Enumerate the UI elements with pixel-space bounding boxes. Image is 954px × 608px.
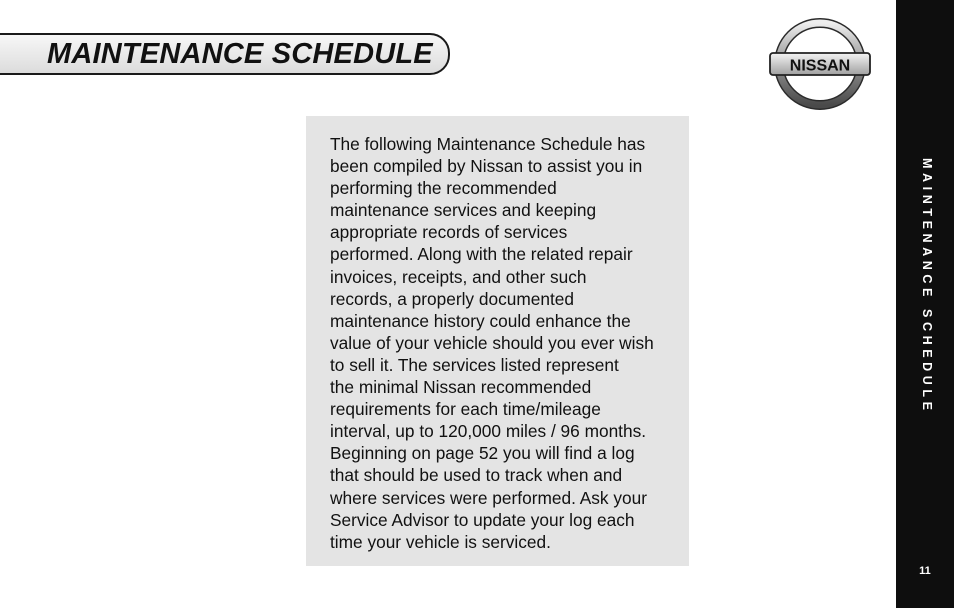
logo-wordmark: NISSAN bbox=[789, 57, 851, 75]
intro-text: The following Maintenance Schedule has been compiled by Nissan to assist you in performing the recommended maintenance services and keeping appropriate records of services performed. Along with the related repair invoices, receipts, and other such records, a properly documented maintenance history could enhance the value of your vehicle should you ever wish to sell it. The services listed represent the minimal Nissan recommended requirements for each time/mileage interval, up to 120,000 miles / 96 months. Beginning on page 52 you will find a log that should be used to track when and where services were performed. Ask your Service Advisor to update your log each time your vehicle is serviced. bbox=[330, 134, 654, 552]
nissan-logo-icon bbox=[765, 18, 875, 110]
side-tab-label: MAINTENANCE SCHEDULE bbox=[920, 158, 934, 415]
page-number: 11 bbox=[919, 565, 931, 577]
page-title: MAINTENANCE SCHEDULE bbox=[47, 38, 433, 70]
